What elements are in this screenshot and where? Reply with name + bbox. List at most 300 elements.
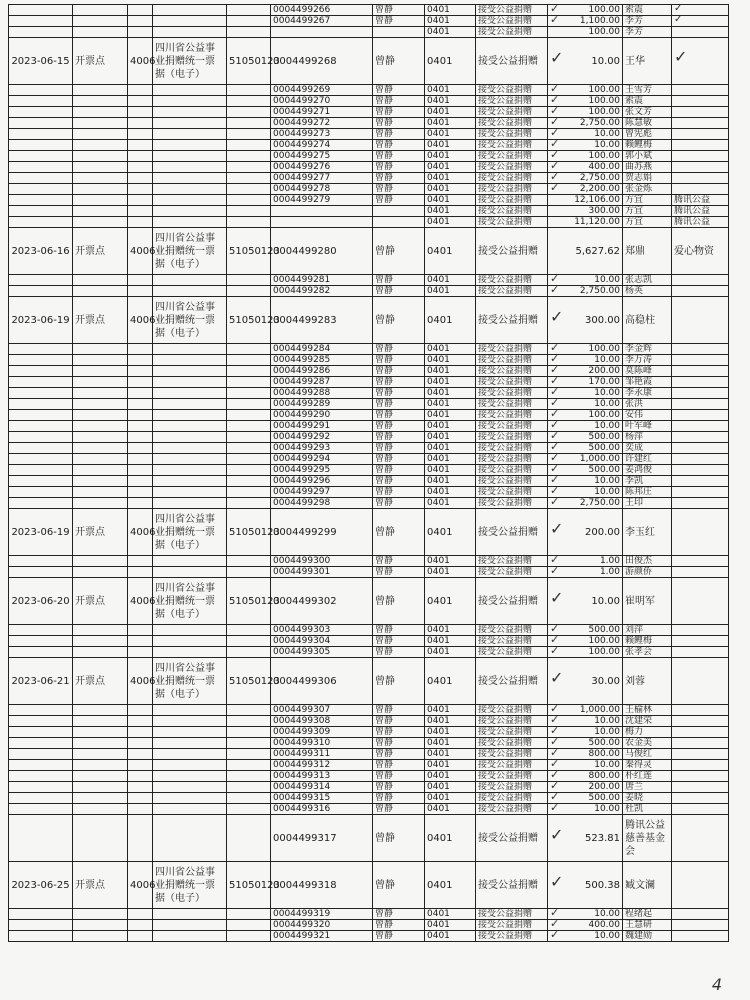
donor-name-cell: 姜晓 — [623, 793, 672, 804]
table-row — [9, 636, 729, 647]
date-cell: 2023-06-20 — [9, 578, 73, 625]
category-code-cell: 0401 — [425, 727, 476, 738]
table-row — [9, 465, 729, 476]
receipt-type-cell — [153, 432, 227, 443]
table-row — [9, 716, 729, 727]
amount-value: 400.00 — [588, 920, 620, 930]
handler-cell: 曾静 — [373, 275, 425, 286]
description-cell: 接受公益捐赠 — [476, 399, 548, 410]
invoice-number-cell: 0004499282 — [271, 286, 373, 297]
amount-value: 30.00 — [591, 675, 620, 687]
amount-value: 10.00 — [594, 804, 620, 814]
issue-point-cell — [73, 377, 128, 388]
category-code-cell: 0401 — [425, 27, 476, 38]
date-cell — [9, 432, 73, 443]
invoice-number-cell: 0004499285 — [271, 355, 373, 366]
note-cell — [672, 85, 729, 96]
handler-cell: 曾静 — [373, 509, 425, 556]
table-row — [9, 498, 729, 509]
category-code-cell: 0401 — [425, 815, 476, 862]
invoice-number-cell: 0004499284 — [271, 344, 373, 355]
handler-cell: 曾静 — [373, 920, 425, 931]
code-number-cell — [128, 782, 153, 793]
handler-cell: 曾静 — [373, 782, 425, 793]
amount-value: 10.00 — [591, 595, 620, 607]
issue-point-cell — [73, 27, 128, 38]
code-number-cell — [128, 432, 153, 443]
donor-name-cell: 姜鸿俊 — [623, 465, 672, 476]
invoice-number-cell: 0004499293 — [271, 443, 373, 454]
note-cell — [672, 140, 729, 151]
code-number-cell — [128, 129, 153, 140]
check-mark-icon: ✓ — [550, 440, 560, 453]
table-row — [9, 173, 729, 184]
issue-point-cell — [73, 16, 128, 27]
table-row — [9, 96, 729, 107]
note-cell — [672, 771, 729, 782]
table-row — [9, 862, 729, 909]
invoice-number-cell: 0004499287 — [271, 377, 373, 388]
handler-cell: 曾静 — [373, 636, 425, 647]
check-mark-icon: ✓ — [550, 137, 560, 150]
handler-cell: 曾静 — [373, 5, 425, 16]
category-code-cell: 0401 — [425, 738, 476, 749]
category-code-cell: 0401 — [425, 297, 476, 344]
donor-name-cell: 叶军峰 — [623, 421, 672, 432]
amount-value: 10.00 — [594, 931, 620, 941]
issue-point-cell — [73, 487, 128, 498]
batch-code-cell — [227, 151, 271, 162]
invoice-number-cell — [271, 217, 373, 228]
note-cell — [672, 410, 729, 421]
table-row — [9, 377, 729, 388]
check-mark-icon: ✓ — [674, 3, 683, 14]
handler-cell: 曾静 — [373, 556, 425, 567]
batch-code-cell — [227, 931, 271, 942]
description-cell: 接受公益捐赠 — [476, 487, 548, 498]
category-code-cell: 0401 — [425, 909, 476, 920]
check-mark-icon: ✓ — [550, 746, 560, 759]
issue-point-cell — [73, 85, 128, 96]
amount-value: 300.00 — [585, 314, 620, 326]
batch-code-cell — [227, 771, 271, 782]
date-cell — [9, 727, 73, 738]
date-cell: 2023-06-25 — [9, 862, 73, 909]
donor-name-cell: 赖鲤梅 — [623, 636, 672, 647]
invoice-number-cell: 0004499295 — [271, 465, 373, 476]
batch-code-cell — [227, 410, 271, 421]
donor-name-cell: 杨英 — [623, 286, 672, 297]
category-code-cell: 0401 — [425, 509, 476, 556]
date-cell — [9, 931, 73, 942]
date-cell — [9, 399, 73, 410]
amount-value: 2,750.00 — [579, 173, 620, 183]
category-code-cell: 0401 — [425, 195, 476, 206]
date-cell — [9, 705, 73, 716]
code-number-cell — [128, 410, 153, 421]
description-cell: 接受公益捐赠 — [476, 206, 548, 217]
table-row — [9, 578, 729, 625]
invoice-number-cell: 0004499294 — [271, 454, 373, 465]
code-number-cell — [128, 804, 153, 815]
batch-code-cell — [227, 206, 271, 217]
date-cell — [9, 377, 73, 388]
batch-code-cell — [227, 107, 271, 118]
check-mark-icon: ✓ — [550, 341, 560, 354]
handler-cell: 曾静 — [373, 38, 425, 85]
receipt-type-cell — [153, 465, 227, 476]
note-cell — [672, 465, 729, 476]
category-code-cell: 0401 — [425, 920, 476, 931]
batch-code-cell — [227, 705, 271, 716]
receipt-type-cell — [153, 140, 227, 151]
check-mark-icon: ✓ — [550, 93, 560, 106]
receipt-type-cell — [153, 286, 227, 297]
amount-value: 500.00 — [588, 432, 620, 442]
description-cell: 接受公益捐赠 — [476, 647, 548, 658]
receipt-type-cell — [153, 195, 227, 206]
amount-value: 10.00 — [591, 55, 620, 67]
code-number-cell — [128, 217, 153, 228]
amount-value: 800.00 — [588, 771, 620, 781]
date-cell: 2023-06-16 — [9, 228, 73, 275]
date-cell — [9, 410, 73, 421]
description-cell: 接受公益捐赠 — [476, 658, 548, 705]
category-code-cell: 0401 — [425, 578, 476, 625]
check-mark-icon: ✓ — [550, 928, 560, 941]
category-code-cell: 0401 — [425, 162, 476, 173]
table-row — [9, 749, 729, 760]
issue-point-cell — [73, 498, 128, 509]
batch-code-cell — [227, 5, 271, 16]
amount-cell — [548, 509, 623, 556]
description-cell: 接受公益捐赠 — [476, 636, 548, 647]
date-cell — [9, 16, 73, 27]
batch-code-cell — [227, 344, 271, 355]
date-cell — [9, 206, 73, 217]
amount-value: 100.00 — [588, 344, 620, 354]
table-row — [9, 909, 729, 920]
check-mark-icon: ✓ — [550, 825, 564, 844]
check-mark-icon: ✓ — [550, 181, 560, 194]
check-mark-icon: ✓ — [550, 363, 560, 376]
check-mark-icon: ✓ — [550, 374, 560, 387]
code-number-cell: 4006 — [128, 658, 153, 705]
handler-cell: 曾静 — [373, 366, 425, 377]
batch-code-cell — [227, 454, 271, 465]
issue-point-cell — [73, 636, 128, 647]
issue-point-cell: 开票点 — [73, 658, 128, 705]
receipt-type-cell — [153, 909, 227, 920]
category-code-cell: 0401 — [425, 793, 476, 804]
receipt-type-cell — [153, 173, 227, 184]
receipt-type-cell — [153, 771, 227, 782]
issue-point-cell — [73, 804, 128, 815]
date-cell — [9, 782, 73, 793]
date-cell: 2023-06-19 — [9, 509, 73, 556]
receipt-type-cell: 四川省公益事业捐赠统一票据（电子） — [153, 578, 227, 625]
handler-cell: 曾静 — [373, 804, 425, 815]
category-code-cell: 0401 — [425, 377, 476, 388]
invoice-number-cell: 0004499279 — [271, 195, 373, 206]
issue-point-cell — [73, 738, 128, 749]
batch-code-cell — [227, 625, 271, 636]
batch-code-cell: 51050123 — [227, 578, 271, 625]
batch-code-cell — [227, 727, 271, 738]
description-cell: 接受公益捐赠 — [476, 931, 548, 942]
amount-value: 10.00 — [594, 275, 620, 285]
description-cell: 接受公益捐赠 — [476, 760, 548, 771]
check-mark-icon: ✓ — [550, 82, 560, 95]
note-cell — [672, 151, 729, 162]
issue-point-cell — [73, 5, 128, 16]
check-mark-icon: ✓ — [550, 553, 560, 566]
code-number-cell — [128, 454, 153, 465]
invoice-number-cell: 0004499272 — [271, 118, 373, 129]
donor-name-cell: 索震 — [623, 5, 672, 16]
batch-code-cell — [227, 184, 271, 195]
receipt-type-cell — [153, 27, 227, 38]
amount-value: 1,000.00 — [579, 705, 620, 715]
amount-value: 10.00 — [594, 421, 620, 431]
check-mark-icon: ✓ — [550, 872, 564, 891]
category-code-cell: 0401 — [425, 804, 476, 815]
donor-name-cell: 崔明军 — [623, 578, 672, 625]
batch-code-cell — [227, 760, 271, 771]
batch-code-cell — [227, 377, 271, 388]
batch-code-cell — [227, 716, 271, 727]
date-cell — [9, 771, 73, 782]
table-row — [9, 760, 729, 771]
description-cell: 接受公益捐赠 — [476, 432, 548, 443]
issue-point-cell — [73, 749, 128, 760]
handler-cell: 曾静 — [373, 228, 425, 275]
note-cell — [672, 275, 729, 286]
handler-cell: 曾静 — [373, 184, 425, 195]
handler-cell: 曾静 — [373, 162, 425, 173]
invoice-number-cell: 0004499304 — [271, 636, 373, 647]
check-mark-icon: ✓ — [550, 768, 560, 781]
category-code-cell: 0401 — [425, 862, 476, 909]
amount-value: 10.00 — [594, 487, 620, 497]
issue-point-cell — [73, 454, 128, 465]
donor-name-cell: 李芳 — [623, 27, 672, 38]
check-mark-icon: ✓ — [550, 126, 560, 139]
issue-point-cell — [73, 647, 128, 658]
description-cell: 接受公益捐赠 — [476, 27, 548, 38]
table-row — [9, 931, 729, 942]
amount-value: 100.00 — [588, 107, 620, 117]
amount-value: 2,750.00 — [579, 118, 620, 128]
invoice-number-cell: 0004499283 — [271, 297, 373, 344]
batch-code-cell: 51050123 — [227, 658, 271, 705]
issue-point-cell — [73, 129, 128, 140]
issue-point-cell — [73, 162, 128, 173]
description-cell: 接受公益捐赠 — [476, 96, 548, 107]
donor-name-cell: 张志凯 — [623, 275, 672, 286]
check-mark-icon: ✓ — [550, 724, 560, 737]
batch-code-cell — [227, 443, 271, 454]
batch-code-cell — [227, 27, 271, 38]
batch-code-cell: 51050123 — [227, 228, 271, 275]
code-number-cell — [128, 5, 153, 16]
check-mark-icon: ✓ — [674, 47, 688, 66]
handler-cell: 曾静 — [373, 410, 425, 421]
code-number-cell — [128, 195, 153, 206]
donor-name-cell: 刘蓉 — [623, 658, 672, 705]
note-cell — [672, 388, 729, 399]
note-cell — [672, 432, 729, 443]
code-number-cell — [128, 465, 153, 476]
note-cell — [672, 355, 729, 366]
code-number-cell — [128, 931, 153, 942]
check-mark-icon: ✓ — [550, 757, 560, 770]
handler-cell: 曾静 — [373, 16, 425, 27]
amount-cell — [548, 181, 623, 195]
code-number-cell — [128, 399, 153, 410]
category-code-cell: 0401 — [425, 355, 476, 366]
receipt-type-cell — [153, 625, 227, 636]
code-number-cell — [128, 909, 153, 920]
issue-point-cell — [73, 465, 128, 476]
page-number: 4 — [711, 975, 722, 994]
category-code-cell: 0401 — [425, 173, 476, 184]
date-cell — [9, 184, 73, 195]
amount-value: 500.00 — [588, 738, 620, 748]
code-number-cell: 4006 — [128, 862, 153, 909]
issue-point-cell: 开票点 — [73, 578, 128, 625]
description-cell: 接受公益捐赠 — [476, 228, 548, 275]
invoice-number-cell: 0004499274 — [271, 140, 373, 151]
note-cell — [672, 815, 729, 862]
code-number-cell: 4006 — [128, 578, 153, 625]
description-cell: 接受公益捐赠 — [476, 5, 548, 16]
receipt-type-cell — [153, 920, 227, 931]
note-cell: 腾讯公益 — [672, 206, 729, 217]
receipt-type-cell — [153, 716, 227, 727]
code-number-cell — [128, 27, 153, 38]
amount-value: 12,106.00 — [574, 195, 620, 205]
code-number-cell — [128, 140, 153, 151]
issue-point-cell — [73, 421, 128, 432]
date-cell — [9, 804, 73, 815]
invoice-number-cell: 0004499307 — [271, 705, 373, 716]
code-number-cell — [128, 275, 153, 286]
invoice-number-cell: 0004499276 — [271, 162, 373, 173]
table-row — [9, 286, 729, 297]
check-mark-icon: ✓ — [550, 801, 560, 814]
amount-value: 100.00 — [588, 27, 620, 37]
amount-value: 1.00 — [599, 556, 620, 566]
category-code-cell: 0401 — [425, 85, 476, 96]
code-number-cell — [128, 173, 153, 184]
date-cell — [9, 195, 73, 206]
amount-cell — [548, 815, 623, 862]
amount-value: 10.00 — [594, 727, 620, 737]
batch-code-cell — [227, 366, 271, 377]
donor-name-cell: 张孝会 — [623, 647, 672, 658]
category-code-cell: 0401 — [425, 206, 476, 217]
date-cell: 2023-06-15 — [9, 38, 73, 85]
date-cell — [9, 920, 73, 931]
table-row — [9, 206, 729, 217]
issue-point-cell — [73, 432, 128, 443]
amount-value: 100.00 — [588, 636, 620, 646]
check-mark-icon: ✓ — [550, 13, 560, 26]
donor-name-cell: 秦得灵 — [623, 760, 672, 771]
note-cell — [672, 716, 729, 727]
receipt-type-cell — [153, 454, 227, 465]
issue-point-cell — [73, 705, 128, 716]
note-cell — [672, 760, 729, 771]
receipt-type-cell — [153, 217, 227, 228]
handler-cell: 曾静 — [373, 432, 425, 443]
batch-code-cell — [227, 355, 271, 366]
donor-name-cell: 陈慧敏 — [623, 118, 672, 129]
date-cell — [9, 151, 73, 162]
description-cell: 接受公益捐赠 — [476, 705, 548, 716]
donor-name-cell: 王雪芳 — [623, 85, 672, 96]
donor-name-cell: 王印 — [623, 498, 672, 509]
code-number-cell — [128, 184, 153, 195]
note-cell — [672, 636, 729, 647]
amount-cell — [548, 38, 623, 85]
description-cell: 接受公益捐赠 — [476, 344, 548, 355]
handler-cell: 曾静 — [373, 658, 425, 705]
donor-name-cell: 邹艳霞 — [623, 377, 672, 388]
note-cell — [672, 344, 729, 355]
invoice-number-cell: 0004499299 — [271, 509, 373, 556]
description-cell: 接受公益捐赠 — [476, 509, 548, 556]
code-number-cell — [128, 793, 153, 804]
handler-cell: 曾静 — [373, 771, 425, 782]
code-number-cell: 4006 — [128, 297, 153, 344]
invoice-number-cell: 0004499286 — [271, 366, 373, 377]
handler-cell: 曾静 — [373, 195, 425, 206]
table-row — [9, 5, 729, 16]
receipt-type-cell — [153, 344, 227, 355]
amount-value: 10.00 — [594, 129, 620, 139]
issue-point-cell: 开票点 — [73, 38, 128, 85]
table-row — [9, 118, 729, 129]
donor-name-cell: 赖鲤梅 — [623, 140, 672, 151]
code-number-cell — [128, 206, 153, 217]
date-cell — [9, 85, 73, 96]
invoice-number-cell: 0004499270 — [271, 96, 373, 107]
issue-point-cell — [73, 771, 128, 782]
category-code-cell: 0401 — [425, 487, 476, 498]
code-number-cell — [128, 636, 153, 647]
check-mark-icon: ✓ — [550, 644, 560, 657]
issue-point-cell — [73, 344, 128, 355]
table-row — [9, 217, 729, 228]
batch-code-cell — [227, 162, 271, 173]
handler-cell: 曾静 — [373, 140, 425, 151]
table-row — [9, 38, 729, 85]
receipt-type-cell — [153, 793, 227, 804]
batch-code-cell — [227, 129, 271, 140]
table-row — [9, 705, 729, 716]
issue-point-cell: 开票点 — [73, 297, 128, 344]
code-number-cell — [128, 625, 153, 636]
date-cell — [9, 760, 73, 771]
date-cell: 2023-06-21 — [9, 658, 73, 705]
note-cell — [672, 443, 729, 454]
invoice-number-cell: 0004499266 — [271, 5, 373, 16]
invoice-number-cell: 0004499277 — [271, 173, 373, 184]
issue-point-cell — [73, 217, 128, 228]
handler-cell — [373, 27, 425, 38]
